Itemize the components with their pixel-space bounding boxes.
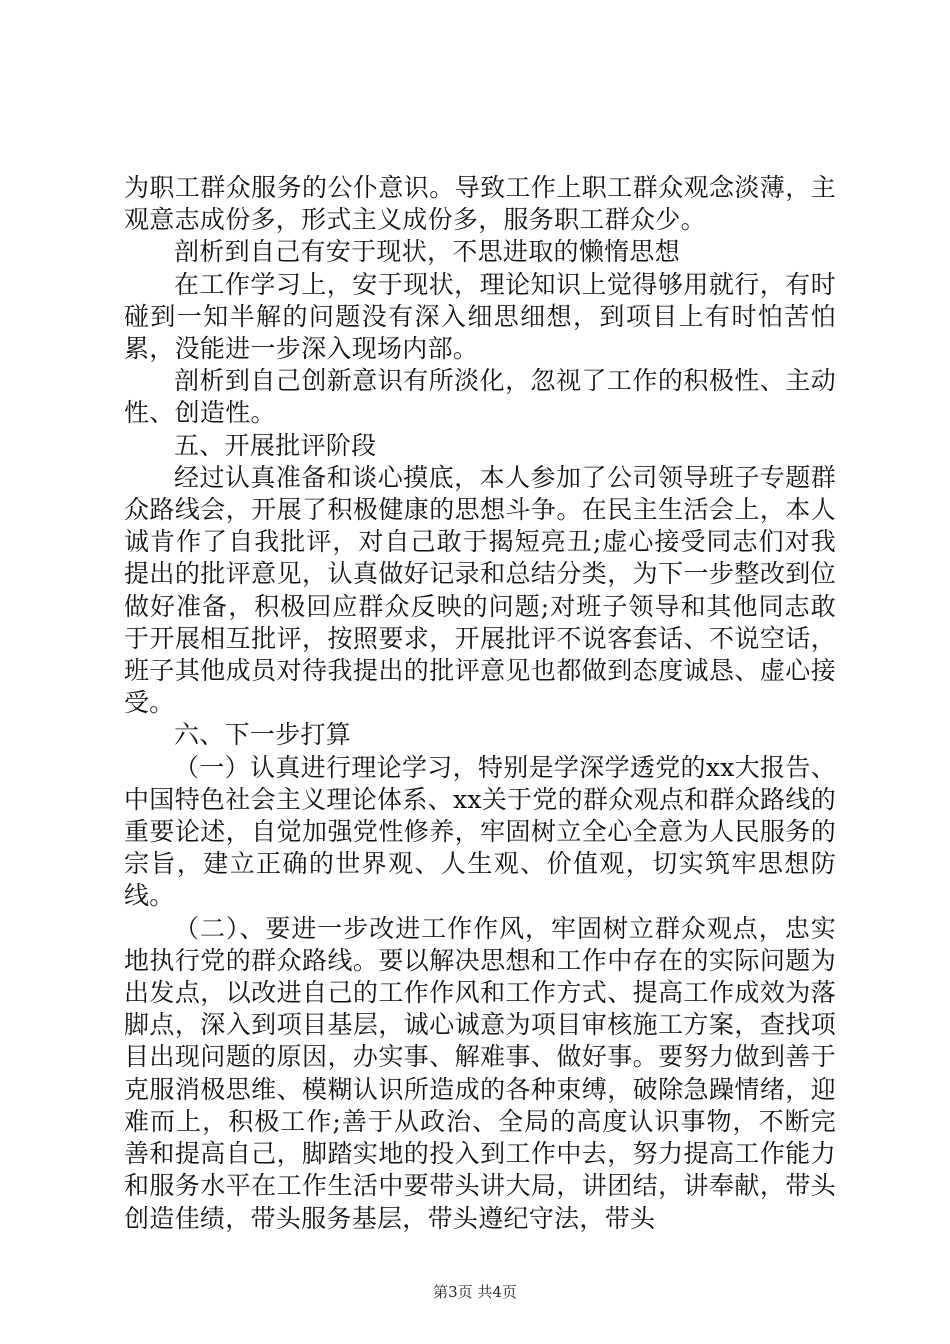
paragraph-analysis-complacency: 剖析到自己有安于现状，不思进取的懒惰思想 (174, 237, 681, 267)
paragraph-analysis-innovation: 剖析到自己创新意识有所淡化，忽视了工作的积极性、主动性、创造性。 (124, 366, 836, 428)
page-footer: 第3页 共4页 (433, 1283, 517, 1301)
paragraph-criticism: 经过认真准备和谈心摸底，本人参加了公司领导班子专题群众路线会，开展了积极健康的思想斗争。在民主生活会上，本人诚肯作了自我批评，对自己敢于揭短亮丑;虚心接受同志们对我提出的批评意见，认真做好记录和总结分类，为下一步整改到位做好准备，积极回应群众反映的问题;对班子领导和其他同志敢于开展相互批评，按照要求，开展批评不说客套话、不说空话，班子其他成员对待我提出的批评意见也都做到态度诚恳、虚心接受。 (124, 462, 836, 718)
paragraph-work-study: 在工作学习上，安于现状，理论知识上觉得够用就行，有时碰到一知半解的问题没有深入细思细想，到项目上有时怕苦怕累，没能进一步深入现场内部。 (124, 269, 836, 364)
paragraph-step-one: （一）认真进行理论学习，特别是学深学透党的xx大报告、中国特色社会主义理论体系、xx关于党的群众观点和群众路线的重要论述，自觉加强党性修养，牢固树立全心全意为人民服务的宗旨，建立正确的世界观、人生观、价值观，切实筑牢思想防线。 (124, 752, 836, 911)
section-heading-criticism: 五、开展批评阶段 (174, 430, 377, 460)
document-body (124, 172, 836, 1235)
paragraph-continuation: 为职工群众服务的公仆意识。导致工作上职工群众观念淡薄，主观意志成份多，形式主义成份多，服务职工群众少。 (124, 173, 836, 235)
section-heading-next-steps: 六、下一步打算 (174, 720, 352, 750)
paragraph-step-two: （二）、要进一步改进工作作风，牢固树立群众观点，忠实地执行党的群众路线。要以解决思想和工作中存在的实际问题为出发点，以改进自己的工作作风和工作方式、提高工作成效为落脚点，深入到项目基层，诚心诚意为项目审核施工方案，查找项目出现问题的原因，办实事、解难事、做好事。要努力做到善于克服消极思维、模糊认识所造成的各种束缚，破除急躁情绪，迎难而上，积极工作;善于从政治、全局的高度认识事物，不断完善和提高自己，脚踏实地的投入到工作中去，努力提高工作能力和服务水平在工作生活中要带头讲大局，讲团结，讲奉献，带头创造佳绩，带头服务基层，带头遵纪守法，带头 (124, 913, 836, 1233)
